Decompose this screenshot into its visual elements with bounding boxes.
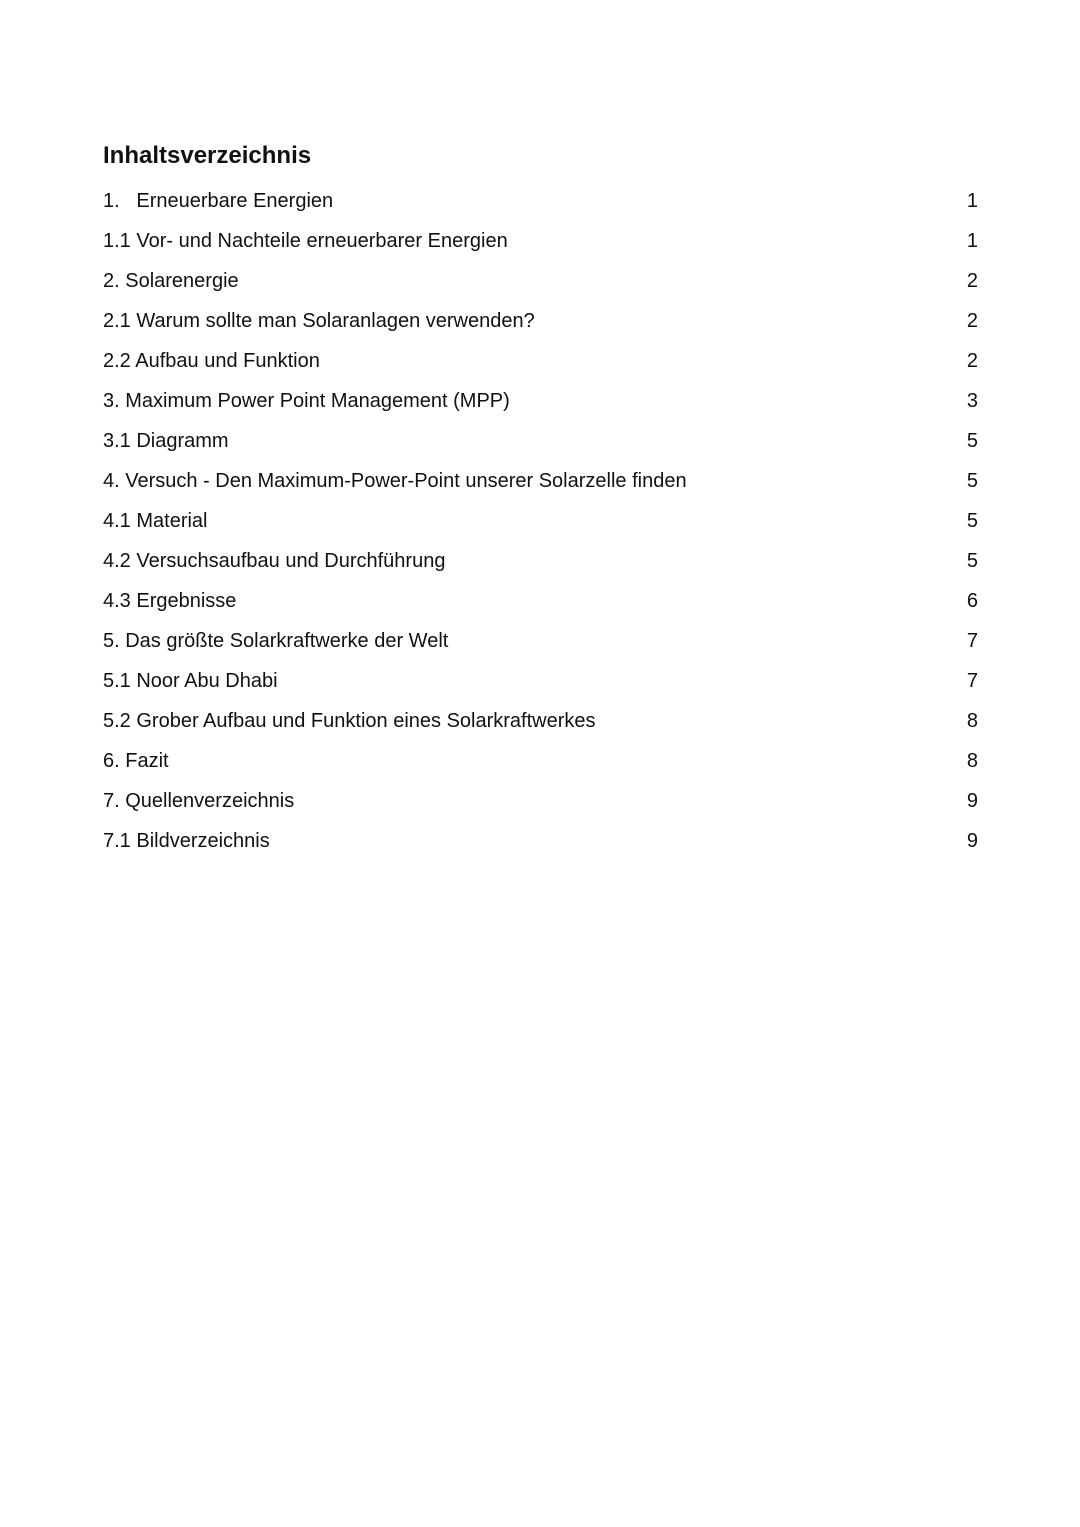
toc-entry-label: 7. Quellenverzeichnis [103,790,295,812]
toc-entry [103,181,978,221]
toc-entry [103,661,978,701]
toc-entry-label: 5.1 Noor Abu Dhabi [103,670,278,692]
toc-entry [103,301,978,341]
toc-entry-label: 5.2 Grober Aufbau und Funktion eines Solarkraftwerkes [103,710,596,732]
toc-entry [103,381,978,421]
toc-entry-page-number: 9 [966,790,978,812]
table-of-contents [103,181,978,861]
toc-entry-page-number: 8 [966,710,978,732]
toc-entry [103,781,978,821]
toc-entry-label: 7.1 Bildverzeichnis [103,830,270,852]
toc-entry-label: 3.1 Diagramm [103,430,229,452]
toc-entry-label: 2.1 Warum sollte man Solaranlagen verwenden? [103,310,535,332]
toc-entry-page-number: 9 [966,830,978,852]
toc-entry-label: 3. Maximum Power Point Management (MPP) [103,390,510,412]
toc-entry-label: 1. Erneuerbare Energien [103,190,334,212]
toc-entry-label: 2. Solarenergie [103,270,239,292]
toc-entry-page-number: 1 [966,230,978,252]
toc-entry-page-number: 5 [966,550,978,572]
toc-entry-label: 4. Versuch - Den Maximum-Power-Point unserer Solarzelle finden [103,470,687,492]
toc-entry-page-number: 5 [966,510,978,532]
toc-entry-page-number: 7 [966,670,978,692]
toc-entry [103,221,978,261]
toc-entry-label: 4.2 Versuchsaufbau und Durchführung [103,550,446,572]
toc-entry-label: 1.1 Vor- und Nachteile erneuerbarer Energien [103,230,508,252]
page-title: Inhaltsverzeichnis [103,142,312,169]
toc-entry-page-number: 2 [966,310,978,332]
toc-entry-page-number: 5 [966,470,978,492]
toc-entry [103,461,978,501]
toc-entry-page-number: 8 [966,750,978,772]
toc-entry-label: 4.1 Material [103,510,208,532]
toc-entry-page-number: 6 [966,590,978,612]
toc-entry-label: 2.2 Aufbau und Funktion [103,350,320,372]
toc-entry [103,421,978,461]
toc-entry [103,541,978,581]
toc-entry-label: 6. Fazit [103,750,169,772]
toc-entry-page-number: 7 [966,630,978,652]
toc-entry-label: 4.3 Ergebnisse [103,590,237,612]
toc-entry [103,261,978,301]
toc-entry [103,621,978,661]
toc-entry [103,701,978,741]
toc-entry-label: 5. Das größte Solarkraftwerke der Welt [103,630,449,652]
toc-entry [103,341,978,381]
toc-entry-page-number: 2 [966,350,978,372]
toc-entry [103,821,978,861]
toc-entry [103,741,978,781]
toc-entry-page-number: 1 [966,190,978,212]
toc-entry-page-number: 2 [966,270,978,292]
toc-entry [103,501,978,541]
toc-entry-page-number: 5 [966,430,978,452]
toc-entry-page-number: 3 [966,390,978,412]
toc-entry [103,581,978,621]
